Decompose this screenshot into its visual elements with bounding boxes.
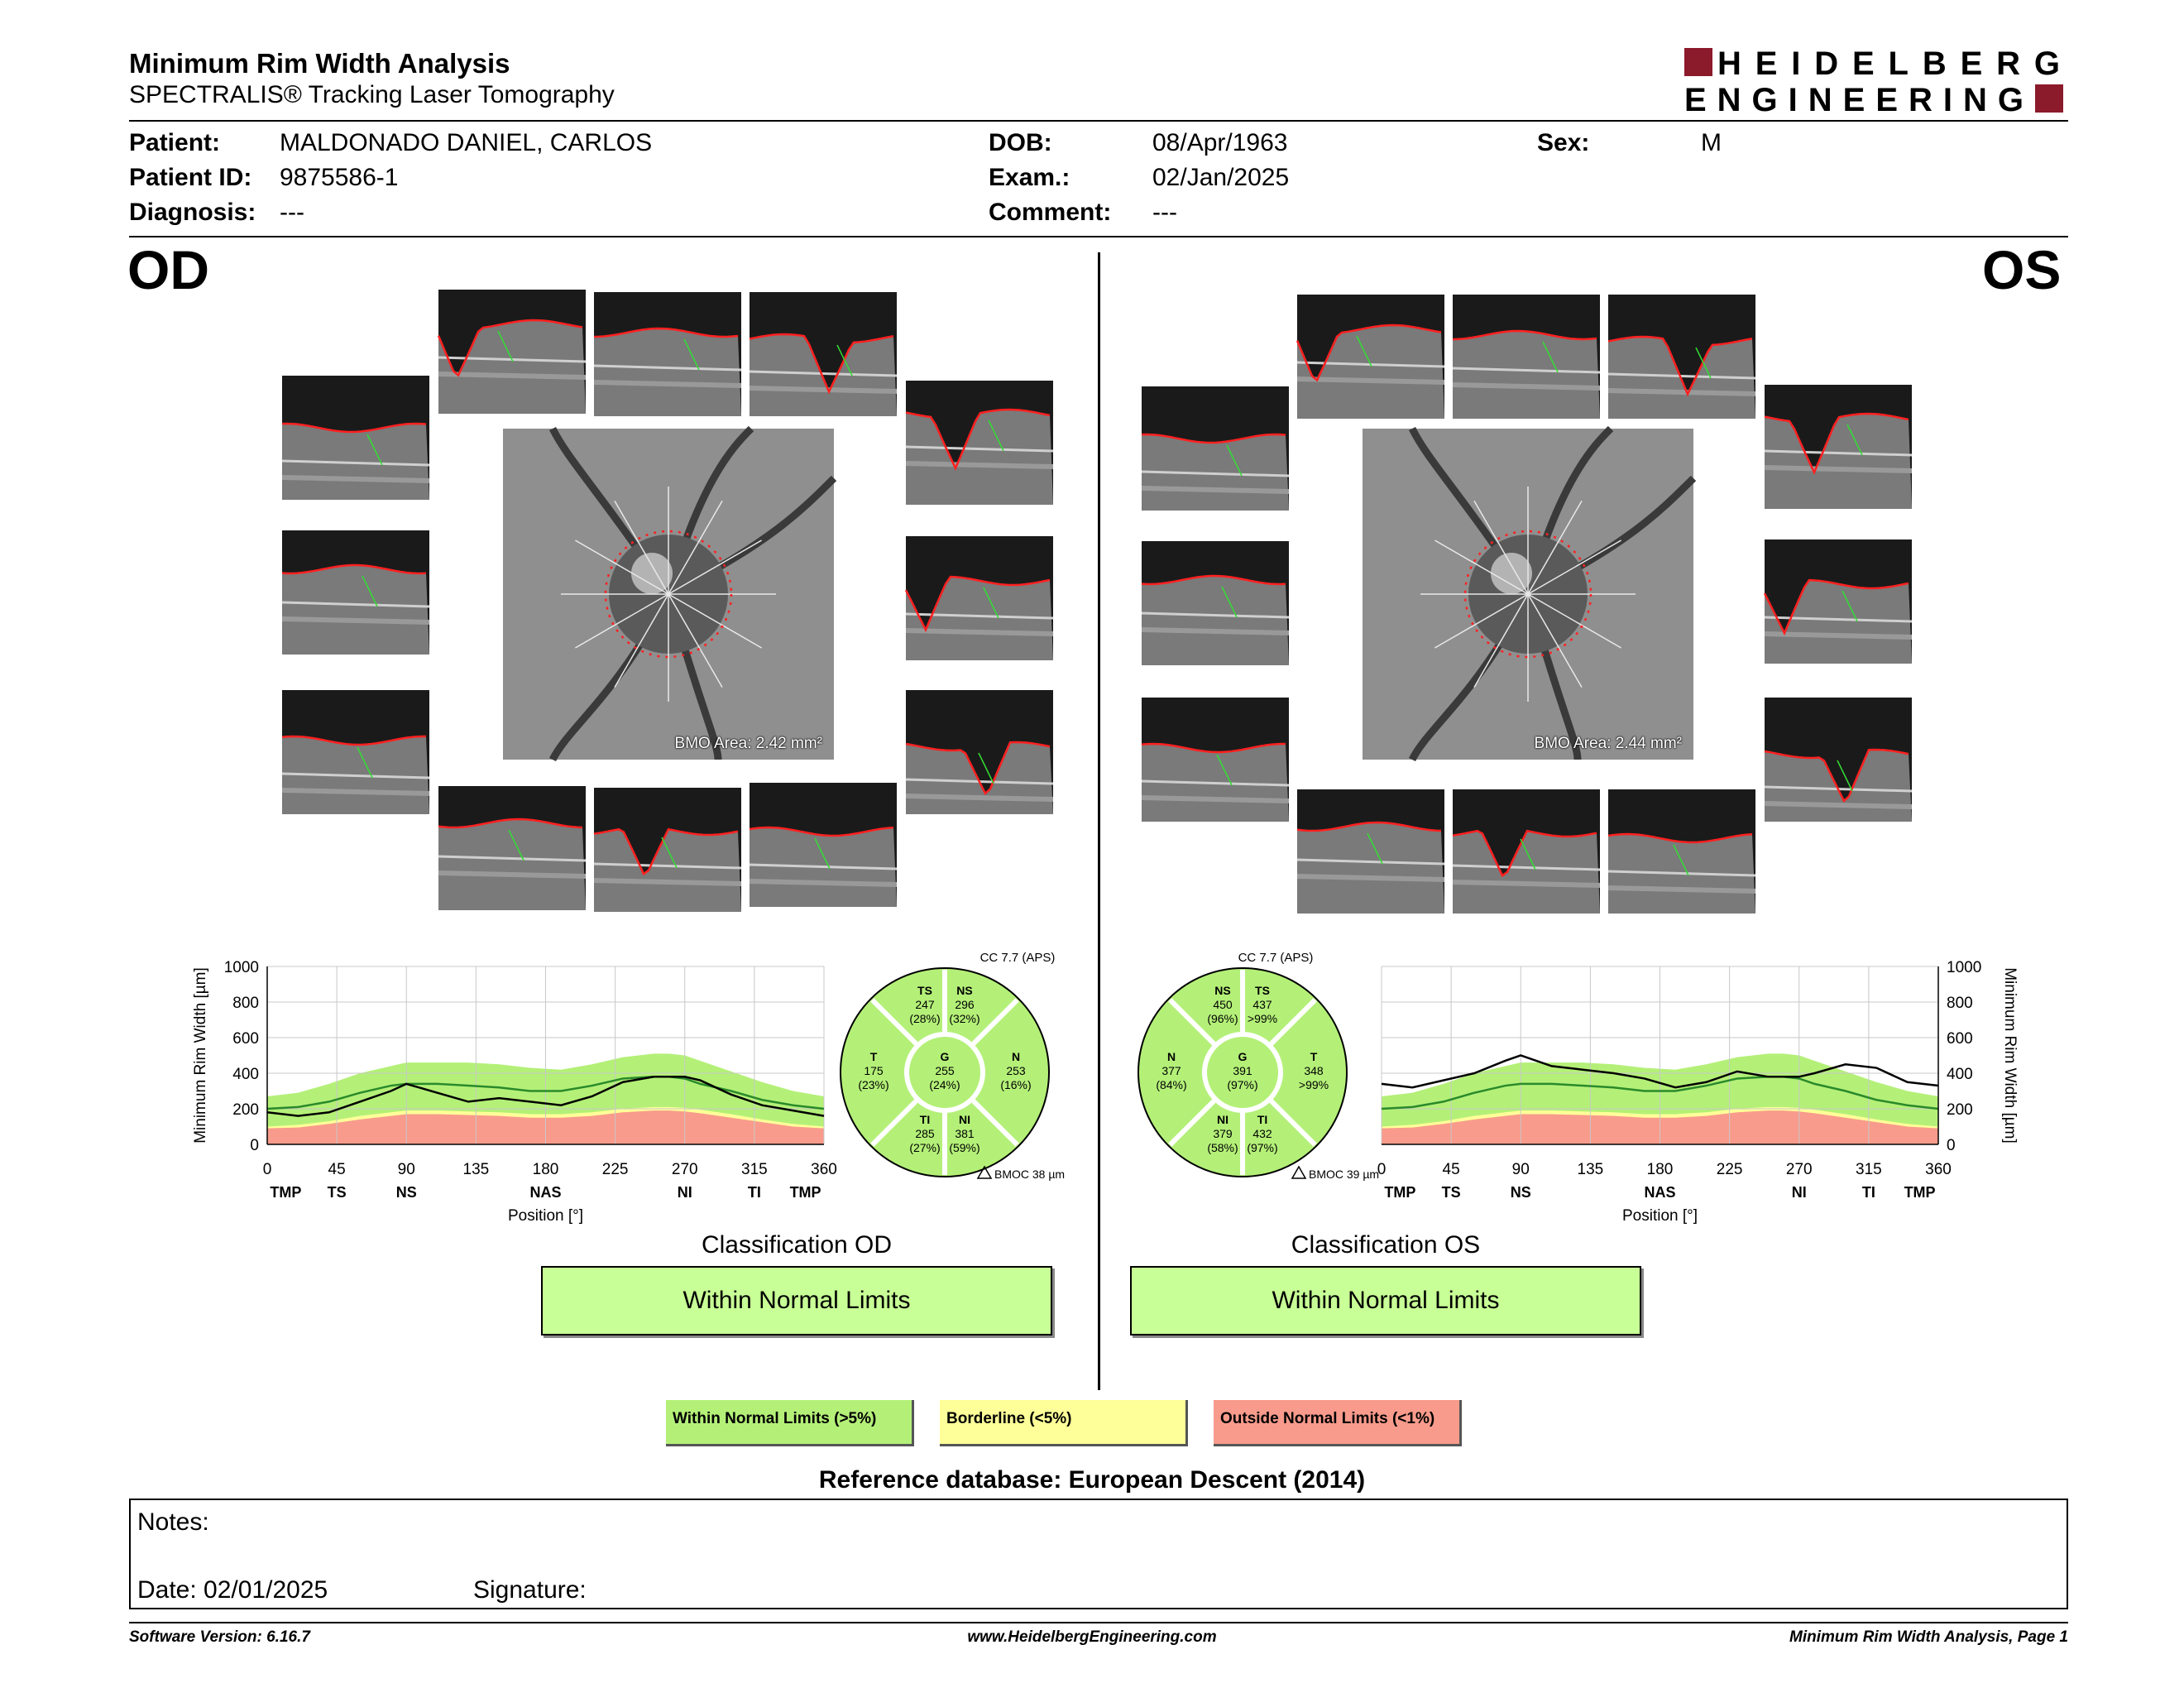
sector-percentile: (59%) bbox=[949, 1141, 980, 1154]
x-axis-label: Position [°] bbox=[507, 1207, 584, 1225]
footer-divider bbox=[129, 1622, 2068, 1623]
y-tick-label: 800 bbox=[1947, 995, 1973, 1012]
sector-percentile: (32%) bbox=[949, 1012, 980, 1025]
sector-value: 296 bbox=[955, 998, 975, 1011]
od-classification-title: Classification OD bbox=[701, 1231, 893, 1259]
y-tick-label: 600 bbox=[1947, 1030, 1973, 1048]
od-sector-diagram bbox=[837, 950, 1077, 1186]
x-tick-label: 90 bbox=[397, 1161, 415, 1178]
sector-label: NI bbox=[677, 1184, 692, 1201]
x-tick-label: 315 bbox=[1856, 1161, 1882, 1178]
patient-divider bbox=[129, 236, 2068, 237]
website: www.HeidelbergEngineering.com bbox=[967, 1628, 1217, 1646]
os-eye-label: OS bbox=[1982, 239, 2062, 300]
os-oct-scan bbox=[1453, 295, 1600, 419]
reference-database: Reference database: European Descent (2014) bbox=[818, 1466, 1366, 1494]
sector-value: 175 bbox=[864, 1064, 884, 1077]
sector-name: TI bbox=[919, 1113, 931, 1126]
sector-name: TS bbox=[917, 984, 932, 997]
os-sector-diagram bbox=[1135, 950, 1380, 1186]
sector-name: NS bbox=[956, 984, 973, 997]
sector-label: NI bbox=[1791, 1184, 1807, 1201]
sector-name: NS bbox=[1214, 984, 1231, 997]
sector-label: TI bbox=[1861, 1184, 1875, 1201]
patient-id: 9875586-1 bbox=[280, 164, 399, 191]
patient-name: MALDONADO DANIEL, CARLOS bbox=[280, 129, 653, 156]
sector-value: 437 bbox=[1252, 998, 1272, 1011]
sector-label: TMP bbox=[270, 1184, 302, 1201]
x-tick-label: 360 bbox=[1925, 1161, 1952, 1178]
x-tick-label: 0 bbox=[262, 1161, 272, 1178]
os-oct-scan bbox=[1765, 539, 1912, 664]
os-oct-scan bbox=[1142, 386, 1289, 511]
y-tick-label: 800 bbox=[232, 995, 259, 1012]
y-tick-label: 600 bbox=[232, 1030, 259, 1048]
od-oct-scan bbox=[282, 530, 429, 655]
sector-label: TS bbox=[1441, 1184, 1461, 1201]
sector-label: TS bbox=[327, 1184, 347, 1201]
sector-value: 432 bbox=[1252, 1127, 1272, 1140]
x-tick-label: 225 bbox=[1716, 1161, 1743, 1178]
patient-id-label: Patient ID: bbox=[129, 164, 252, 191]
os-classification-title: Classification OS bbox=[1291, 1231, 1481, 1259]
comment-value: --- bbox=[1152, 199, 1177, 226]
bmoc-label: BMOC 39 µm bbox=[1309, 1168, 1380, 1181]
x-tick-label: 45 bbox=[1442, 1161, 1460, 1178]
exam-date: 02/Jan/2025 bbox=[1152, 164, 1290, 191]
x-tick-label: 180 bbox=[532, 1161, 559, 1178]
y-tick-label: 200 bbox=[1947, 1101, 1973, 1119]
sector-name: TS bbox=[1255, 984, 1270, 997]
os-oct-scan bbox=[1453, 789, 1600, 914]
svg-text:ENGINEERING: ENGINEERING bbox=[1684, 82, 2027, 118]
y-tick-label: 0 bbox=[250, 1137, 259, 1154]
sector-percentile: (84%) bbox=[1156, 1078, 1187, 1091]
sector-value: 391 bbox=[1233, 1064, 1252, 1077]
od-oct-scan bbox=[750, 783, 897, 907]
x-axis-label: Position [°] bbox=[1621, 1207, 1698, 1225]
date-label: Date: 02/01/2025 bbox=[137, 1576, 328, 1604]
sector-name: T bbox=[1310, 1050, 1318, 1063]
sector-label: TMP bbox=[1904, 1184, 1936, 1201]
y-tick-label: 400 bbox=[1947, 1066, 1973, 1083]
y-tick-label: 1000 bbox=[223, 959, 259, 976]
sector-percentile: (97%) bbox=[1247, 1141, 1278, 1154]
x-tick-label: 90 bbox=[1511, 1161, 1530, 1178]
sex-label: Sex: bbox=[1537, 129, 1590, 156]
sector-percentile: >99% bbox=[1298, 1078, 1329, 1091]
x-tick-label: 360 bbox=[811, 1161, 837, 1178]
sector-label: TMP bbox=[1384, 1184, 1416, 1201]
os-oct-scan bbox=[1297, 295, 1444, 419]
od-classification-result: Within Normal Limits bbox=[541, 1266, 1052, 1336]
os-oct-scan bbox=[1142, 541, 1289, 665]
notes-box bbox=[129, 1499, 2068, 1609]
sector-name: NI bbox=[959, 1113, 970, 1126]
sector-percentile: (23%) bbox=[858, 1078, 889, 1091]
sector-percentile: (58%) bbox=[1207, 1141, 1238, 1154]
bmoc-label: BMOC 38 µm bbox=[994, 1168, 1066, 1181]
os-oct-scan bbox=[1297, 789, 1444, 914]
os-mrw-chart bbox=[1372, 952, 2017, 1233]
od-oct-scan bbox=[282, 690, 429, 814]
software-version: Software Version: 6.16.7 bbox=[129, 1628, 310, 1646]
sector-value: 255 bbox=[935, 1064, 955, 1077]
od-oct-scan bbox=[438, 786, 586, 910]
od-oct-scan bbox=[594, 788, 741, 912]
x-tick-label: 0 bbox=[1377, 1161, 1387, 1178]
x-tick-label: 225 bbox=[601, 1161, 629, 1178]
page-label: Minimum Rim Width Analysis, Page 1 bbox=[1789, 1628, 2068, 1646]
signature-label: Signature: bbox=[473, 1576, 587, 1604]
x-tick-label: 45 bbox=[328, 1161, 346, 1178]
sector-percentile: (96%) bbox=[1207, 1012, 1238, 1025]
x-tick-label: 270 bbox=[671, 1161, 698, 1178]
os-oct-scan bbox=[1765, 385, 1912, 509]
notes-label: Notes: bbox=[137, 1508, 209, 1536]
x-tick-label: 180 bbox=[1646, 1161, 1674, 1178]
sector-percentile: (16%) bbox=[1000, 1078, 1032, 1091]
legend-normal: Within Normal Limits (>5%) bbox=[666, 1400, 914, 1446]
sector-label: NS bbox=[1510, 1184, 1531, 1201]
sector-name: G bbox=[1238, 1050, 1248, 1063]
sector-value: 377 bbox=[1161, 1064, 1181, 1077]
od-oct-scan bbox=[906, 690, 1053, 814]
sector-percentile: (24%) bbox=[929, 1078, 960, 1091]
os-oct-scan bbox=[1765, 698, 1912, 822]
sector-name: G bbox=[940, 1050, 950, 1063]
sex-value: M bbox=[1701, 129, 1722, 156]
svg-text:HEIDELBERG: HEIDELBERG bbox=[1717, 46, 2063, 82]
sector-name: NI bbox=[1217, 1113, 1228, 1126]
sector-value: 247 bbox=[915, 998, 935, 1011]
patient-label: Patient: bbox=[129, 129, 221, 156]
od-oct-scan bbox=[594, 292, 741, 416]
os-oct-scan bbox=[1608, 295, 1755, 419]
os-fundus-image bbox=[1363, 429, 1693, 760]
od-oct-scan bbox=[438, 290, 586, 414]
od-oct-scan bbox=[282, 376, 429, 500]
sector-name: N bbox=[1166, 1050, 1176, 1063]
od-mrw-chart bbox=[189, 952, 837, 1233]
sector-label: NAS bbox=[1644, 1184, 1676, 1201]
sector-label: TI bbox=[747, 1184, 761, 1201]
od-oct-scan bbox=[750, 292, 897, 416]
x-tick-label: 135 bbox=[462, 1161, 490, 1178]
report-title: Minimum Rim Width Analysis bbox=[129, 48, 510, 79]
sector-value: 381 bbox=[955, 1127, 975, 1140]
y-axis-label: Minimum Rim Width [µm] bbox=[2001, 967, 2019, 1144]
header-divider bbox=[129, 120, 2068, 122]
x-tick-label: 270 bbox=[1785, 1161, 1813, 1178]
os-bmo-area: BMO Area: 2.44 mm² bbox=[1534, 735, 1682, 752]
os-oct-scan bbox=[1608, 789, 1755, 914]
x-tick-label: 135 bbox=[1577, 1161, 1604, 1178]
legend-outside: Outside Normal Limits (<1%) bbox=[1214, 1400, 1462, 1446]
sector-percentile: (97%) bbox=[1227, 1078, 1258, 1091]
cc-label: CC 7.7 (APS) bbox=[1238, 951, 1314, 965]
diagnosis-value: --- bbox=[280, 199, 304, 226]
od-eye-label: OD bbox=[127, 239, 209, 300]
x-tick-label: 315 bbox=[741, 1161, 768, 1178]
sector-percentile: (28%) bbox=[909, 1012, 941, 1025]
center-divider bbox=[1098, 252, 1100, 1390]
dob-label: DOB: bbox=[989, 129, 1052, 156]
os-classification-result: Within Normal Limits bbox=[1130, 1266, 1641, 1336]
od-fundus-image bbox=[503, 429, 834, 760]
dob-value: 08/Apr/1963 bbox=[1152, 129, 1288, 156]
report-subtitle: SPECTRALIS® Tracking Laser Tomography bbox=[129, 81, 615, 108]
od-oct-scan bbox=[906, 381, 1053, 505]
y-tick-label: 0 bbox=[1947, 1137, 1956, 1154]
sector-percentile: >99% bbox=[1247, 1012, 1278, 1025]
y-axis-label: Minimum Rim Width [µm] bbox=[192, 967, 209, 1144]
sector-name: N bbox=[1011, 1050, 1021, 1063]
sector-value: 253 bbox=[1006, 1064, 1026, 1077]
sector-name: TI bbox=[1257, 1113, 1268, 1126]
exam-label: Exam.: bbox=[989, 164, 1070, 191]
sector-percentile: (27%) bbox=[909, 1141, 941, 1154]
sector-value: 285 bbox=[915, 1127, 935, 1140]
od-oct-scan bbox=[906, 536, 1053, 660]
os-oct-scan bbox=[1142, 698, 1289, 822]
y-tick-label: 400 bbox=[232, 1066, 259, 1083]
sector-label: NS bbox=[395, 1184, 417, 1201]
heidelberg-logo bbox=[1684, 45, 2065, 117]
y-tick-label: 1000 bbox=[1947, 959, 1982, 976]
sector-value: 348 bbox=[1304, 1064, 1324, 1077]
comment-label: Comment: bbox=[989, 199, 1112, 226]
sector-label: NAS bbox=[529, 1184, 562, 1201]
sector-name: T bbox=[869, 1050, 878, 1063]
od-bmo-area: BMO Area: 2.42 mm² bbox=[674, 735, 822, 752]
cc-label: CC 7.7 (APS) bbox=[979, 951, 1056, 965]
sector-value: 379 bbox=[1213, 1127, 1233, 1140]
y-tick-label: 200 bbox=[232, 1101, 259, 1119]
legend-borderline: Borderline (<5%) bbox=[940, 1400, 1188, 1446]
diagnosis-label: Diagnosis: bbox=[129, 199, 256, 226]
sector-value: 450 bbox=[1213, 998, 1233, 1011]
sector-label: TMP bbox=[789, 1184, 821, 1201]
